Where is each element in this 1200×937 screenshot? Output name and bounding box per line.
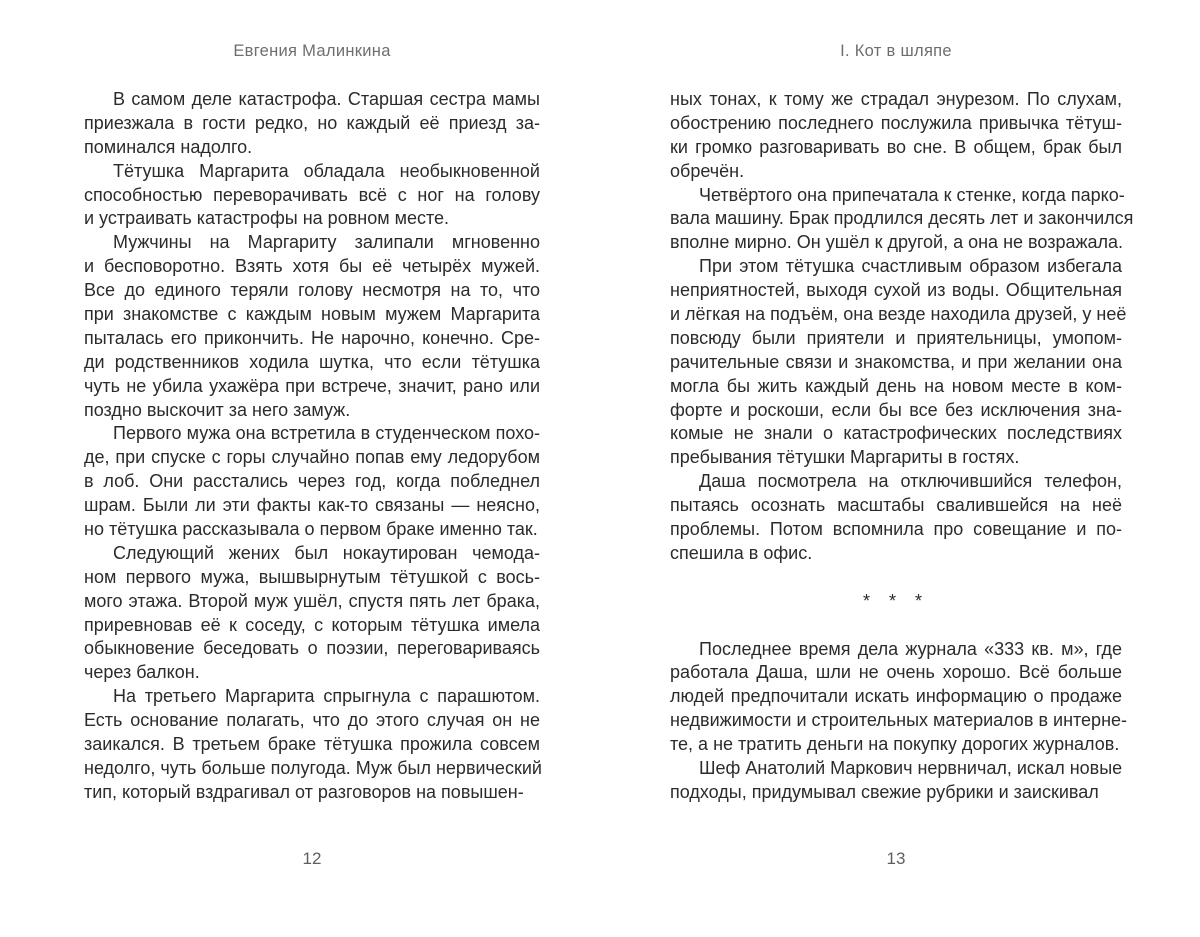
- text-line: вполне мирно. Он ушёл к другой, а она не возражала.: [670, 232, 1124, 253]
- text-line: при знакомстве с каждым новым мужем Маргарита: [84, 304, 540, 325]
- text-line: При этом тётушка счастливым образом избегала: [699, 256, 1122, 277]
- text-line: пыталась его прикончить. Не нарочно, конечно. Сре-: [84, 327, 540, 348]
- text-line: и лёгкая на подъём, она везде находила друзей, у неё: [670, 304, 1127, 325]
- paragraph: [670, 184, 1134, 256]
- text-line: Тётушка Маргарита обладала необыкновенной: [113, 160, 540, 181]
- text-line: заикался. В третьем браке тётушка прожила совсем: [84, 734, 540, 755]
- text-line: Есть основание полагать, что до этого случая он не: [84, 710, 540, 731]
- text-line: тип, который вздрагивал от разговоров на повышен-: [84, 781, 524, 802]
- text-line: подходы, придумывал свежие рубрики и заискивал: [670, 781, 1099, 802]
- paragraph: [84, 685, 540, 804]
- text-line: Четвёртого она припечатала к стенке, когда парко-: [699, 184, 1125, 205]
- text-line: ных тонах, к тому же страдал энурезом. По слухам,: [670, 89, 1122, 109]
- left-page-text: [84, 88, 540, 805]
- text-line: и бесповоротно. Взять хотя бы её четырёх мужей.: [84, 256, 540, 277]
- right-running-head: I. Кот в шляпе: [840, 42, 952, 60]
- paragraph: [670, 470, 1122, 566]
- text-line: Следующий жених был нокаутирован чемода-: [113, 542, 540, 563]
- text-line: Последнее время дела журнала «333 кв. м», где: [699, 638, 1122, 659]
- text-line: Все до единого теряли голову несмотря на то, что: [84, 280, 540, 301]
- paragraph: [84, 160, 540, 232]
- text-line: в лоб. Они расстались через год, когда побледнел: [84, 471, 540, 492]
- text-line: комые не знали о катастрофических последствиях: [670, 423, 1122, 444]
- text-line: обострению последнего послужила привычка тётуш-: [670, 112, 1122, 133]
- paragraph: [84, 231, 540, 422]
- text-line: людей предпочитали искать информацию о продаже: [670, 686, 1122, 707]
- paragraph: [84, 88, 540, 160]
- text-line: рачительные связи и знакомства, и при желании она: [670, 351, 1122, 372]
- paragraph: [670, 255, 1127, 470]
- paragraph: [84, 422, 540, 541]
- text-line: поздно выскочит за него замуж.: [84, 399, 351, 420]
- left-running-head: Евгения Малинкина: [233, 42, 391, 60]
- text-line: неприятностей, выходя сухой из воды. Общительная: [670, 280, 1122, 301]
- text-line: чуть не убила ухажёра при встрече, значит, рано или: [84, 375, 540, 396]
- text-line: проблемы. Потом вспомнила про совещание и по-: [670, 519, 1122, 540]
- text-line: приревновав её к соседу, с которым тётушка имела: [84, 614, 540, 635]
- paragraph: [670, 638, 1128, 805]
- text-line: пытаясь осознать масштабы свалившейся на неё: [670, 495, 1122, 516]
- text-line: через балкон.: [84, 662, 200, 683]
- right-page-text: [670, 88, 1134, 805]
- text-line: способностью переворачивать всё с ног на голову: [84, 184, 540, 205]
- text-line: обыкновение беседовать о поэзии, переговариваясь: [84, 638, 540, 659]
- right-page-number: 13: [886, 849, 906, 868]
- text-line: де, при спуске с горы случайно попав ему ледорубом: [84, 447, 540, 468]
- text-line: приезжала в гости редко, но каждый её приезд за-: [84, 112, 540, 133]
- text-line: ди родственников ходила шутка, что если тётушка: [84, 351, 540, 372]
- text-line: но тётушка рассказывала о первом браке именно так.: [84, 519, 538, 540]
- text-line: шрам. Были ли эти факты как-то связаны — неясно,: [84, 495, 540, 516]
- text-line: В самом деле катастрофа. Старшая сестра мамы: [113, 89, 540, 109]
- text-line: обречён.: [670, 160, 745, 181]
- text-line: и устраивать катастрофы на ровном месте.: [84, 208, 450, 229]
- text-line: недвижимости и строительных материалов в интерне-: [670, 710, 1128, 731]
- text-line: форте и роскоши, если бы все без исключения зна-: [670, 399, 1122, 420]
- text-line: могла бы жить каждый день на новом месте в ком-: [670, 375, 1122, 396]
- text-line: Первого мужа она встретила в студенческом похо-: [113, 423, 540, 444]
- text-line: работала Даша, шли не очень хорошо. Всё больше: [670, 662, 1122, 683]
- left-page-number: 12: [302, 849, 322, 868]
- section-separator: * * *: [862, 590, 930, 611]
- text-line: пребывания тётушки Маргариты в гостях.: [670, 447, 1020, 468]
- text-line: Мужчины на Маргариту залипали мгновенно: [113, 232, 540, 253]
- text-line: Даша посмотрела на отключившийся телефон,: [699, 471, 1122, 492]
- text-line: На третьего Маргарита спрыгнула с парашютом.: [113, 686, 540, 707]
- text-line: мого этажа. Второй муж ушёл, спустя пять лет брака,: [84, 590, 540, 611]
- text-line: те, а не тратить деньги на покупку дорогих журналов.: [670, 734, 1120, 755]
- paragraph: [670, 88, 1122, 184]
- text-line: ном первого мужа, вышвырнутым тётушкой с вось-: [84, 566, 540, 587]
- paragraph: [84, 542, 540, 685]
- text-line: спешила в офис.: [670, 542, 813, 563]
- text-line: Шеф Анатолий Маркович нервничал, искал новые: [699, 757, 1123, 778]
- text-line: недолго, чуть больше полугода. Муж был нервический: [84, 757, 542, 778]
- text-line: ки громко разговаривать во сне. В общем, брак был: [670, 136, 1122, 157]
- text-line: вала машину. Брак продлился десять лет и закончился: [670, 208, 1134, 229]
- text-line: поминался надолго.: [84, 136, 253, 157]
- text-line: повсюду были приятели и приятельницы, умопом-: [670, 327, 1122, 348]
